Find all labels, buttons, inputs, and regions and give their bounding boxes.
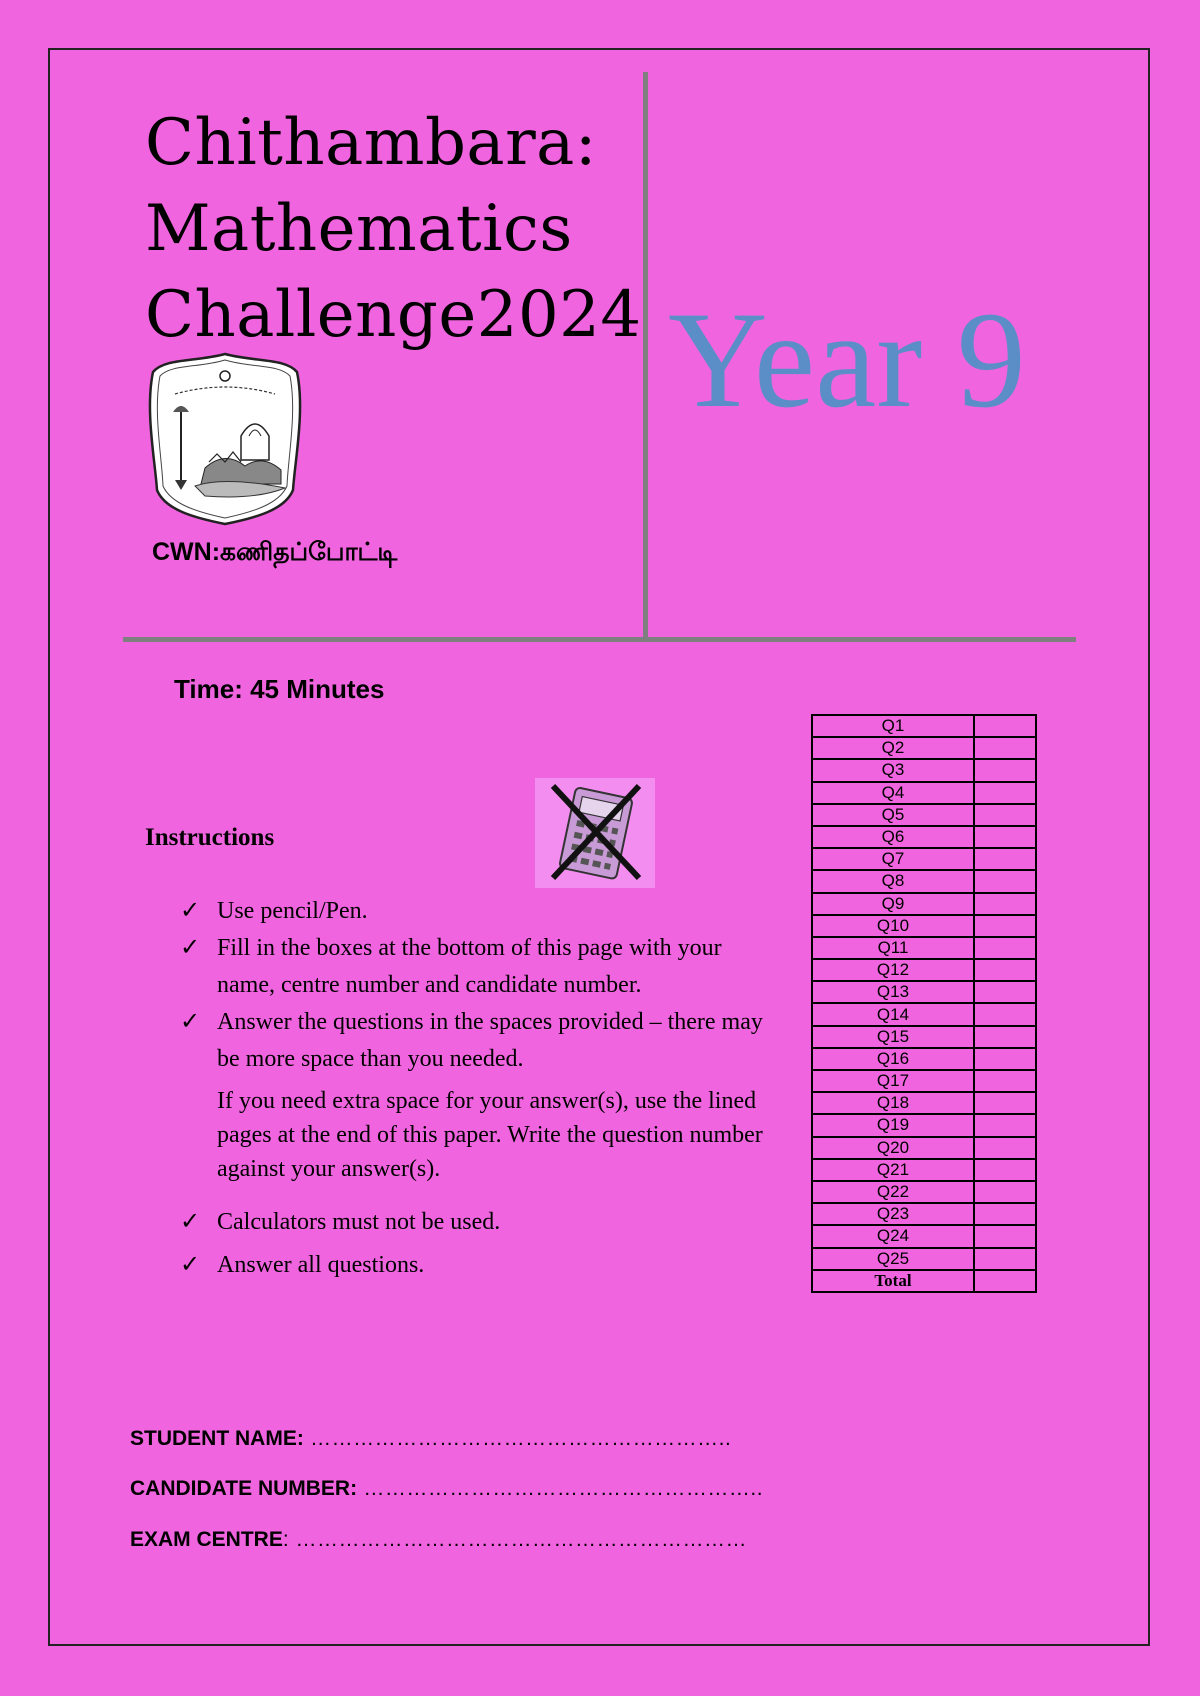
no-calculator-icon bbox=[535, 778, 655, 888]
total-mark-box[interactable] bbox=[974, 1270, 1036, 1292]
marks-row bbox=[812, 893, 1036, 915]
exam-centre-field[interactable] bbox=[130, 1528, 747, 1552]
year-level-label: Year 9 bbox=[668, 283, 1026, 436]
marks-row bbox=[812, 1070, 1036, 1092]
check-icon: ✓ bbox=[180, 898, 201, 924]
marks-table-body bbox=[812, 715, 1036, 1292]
marks-total-row bbox=[812, 1270, 1036, 1292]
instruction-item bbox=[180, 1004, 780, 1078]
exam-title-line-2: Mathematics bbox=[145, 192, 573, 266]
instruction-item bbox=[180, 1247, 780, 1284]
question-number-cell: Q21 bbox=[812, 1159, 974, 1181]
mark-box[interactable] bbox=[974, 1092, 1036, 1114]
marks-row bbox=[812, 826, 1036, 848]
marks-row bbox=[812, 1248, 1036, 1270]
marks-row bbox=[812, 1137, 1036, 1159]
marks-row bbox=[812, 737, 1036, 759]
marks-row bbox=[812, 1225, 1036, 1247]
mark-box[interactable] bbox=[974, 1137, 1036, 1159]
marks-row bbox=[812, 1181, 1036, 1203]
mark-box[interactable] bbox=[974, 1181, 1036, 1203]
marks-row bbox=[812, 1026, 1036, 1048]
instruction-text: Use pencil/Pen. bbox=[217, 898, 368, 924]
cwn-label: CWN:கணிதப்போட்டி bbox=[152, 538, 398, 566]
instructions-list bbox=[180, 893, 780, 1284]
mark-box[interactable] bbox=[974, 1159, 1036, 1181]
question-number-cell: Q7 bbox=[812, 848, 974, 870]
mark-box[interactable] bbox=[974, 959, 1036, 981]
mark-box[interactable] bbox=[974, 937, 1036, 959]
time-allowed: Time: 45 Minutes bbox=[174, 674, 385, 704]
question-number-cell: Q12 bbox=[812, 959, 974, 981]
check-icon: ✓ bbox=[180, 935, 201, 961]
marks-row bbox=[812, 1003, 1036, 1025]
mark-box[interactable] bbox=[974, 804, 1036, 826]
marks-row bbox=[812, 870, 1036, 892]
question-number-cell: Q11 bbox=[812, 937, 974, 959]
question-number-cell: Q1 bbox=[812, 715, 974, 737]
mark-box[interactable] bbox=[974, 870, 1036, 892]
mark-box[interactable] bbox=[974, 1070, 1036, 1092]
question-number-cell: Q15 bbox=[812, 1026, 974, 1048]
marks-row bbox=[812, 1092, 1036, 1114]
mark-box[interactable] bbox=[974, 1114, 1036, 1136]
question-number-cell: Q8 bbox=[812, 870, 974, 892]
instruction-item bbox=[180, 930, 780, 1004]
instruction-text: Answer all questions. bbox=[217, 1252, 425, 1278]
mark-box[interactable] bbox=[974, 1203, 1036, 1225]
marks-row bbox=[812, 959, 1036, 981]
school-crest-icon bbox=[145, 350, 305, 526]
instructions-heading: Instructions bbox=[145, 824, 275, 851]
mark-box[interactable] bbox=[974, 848, 1036, 870]
mark-box[interactable] bbox=[974, 782, 1036, 804]
marks-table bbox=[811, 714, 1037, 1293]
mark-box[interactable] bbox=[974, 826, 1036, 848]
exam-title bbox=[145, 100, 642, 358]
instruction-item bbox=[180, 893, 780, 930]
marks-row bbox=[812, 1048, 1036, 1070]
header-vertical-divider bbox=[643, 72, 648, 640]
marks-row bbox=[812, 1159, 1036, 1181]
marks-row bbox=[812, 848, 1036, 870]
question-number-cell: Q18 bbox=[812, 1092, 974, 1114]
question-number-cell: Q5 bbox=[812, 804, 974, 826]
exam-title-line-3: Challenge2024 bbox=[145, 278, 642, 352]
question-number-cell: Q25 bbox=[812, 1248, 974, 1270]
mark-box[interactable] bbox=[974, 1048, 1036, 1070]
header-horizontal-divider bbox=[123, 637, 1076, 642]
marks-row bbox=[812, 981, 1036, 1003]
candidate-number-field[interactable] bbox=[130, 1477, 763, 1501]
instruction-text: Fill in the boxes at the bottom of this page with your name, centre number and candidate number. bbox=[217, 935, 722, 998]
mark-box[interactable] bbox=[974, 915, 1036, 937]
question-number-cell: Q2 bbox=[812, 737, 974, 759]
candidate-number-label: CANDIDATE NUMBER: bbox=[130, 1477, 358, 1500]
question-number-cell: Q17 bbox=[812, 1070, 974, 1092]
marks-row bbox=[812, 937, 1036, 959]
instruction-text: Answer the questions in the spaces provided – there may be more space than you needed. bbox=[217, 1009, 763, 1072]
check-icon: ✓ bbox=[180, 1209, 201, 1235]
question-number-cell: Q23 bbox=[812, 1203, 974, 1225]
mark-box[interactable] bbox=[974, 981, 1036, 1003]
student-name-label: STUDENT NAME: bbox=[130, 1427, 304, 1450]
check-icon: ✓ bbox=[180, 1252, 201, 1278]
marks-row bbox=[812, 715, 1036, 737]
question-number-cell: Q9 bbox=[812, 893, 974, 915]
question-number-cell: Q24 bbox=[812, 1225, 974, 1247]
question-number-cell: Q3 bbox=[812, 759, 974, 781]
exam-centre-dots[interactable]: : ……………………………………………………… bbox=[282, 1528, 748, 1551]
question-number-cell: Q10 bbox=[812, 915, 974, 937]
marks-row bbox=[812, 1114, 1036, 1136]
question-number-cell: Q22 bbox=[812, 1181, 974, 1203]
question-number-cell: Q20 bbox=[812, 1137, 974, 1159]
mark-box[interactable] bbox=[974, 1003, 1036, 1025]
exam-title-line-1: Chithambara: bbox=[145, 106, 597, 180]
question-number-cell: Q14 bbox=[812, 1003, 974, 1025]
marks-row bbox=[812, 804, 1036, 826]
question-number-cell: Q6 bbox=[812, 826, 974, 848]
marks-row bbox=[812, 782, 1036, 804]
mark-box[interactable] bbox=[974, 737, 1036, 759]
mark-box[interactable] bbox=[974, 715, 1036, 737]
marks-row bbox=[812, 759, 1036, 781]
mark-box[interactable] bbox=[974, 1026, 1036, 1048]
mark-box[interactable] bbox=[974, 893, 1036, 915]
exam-centre-label: EXAM CENTRE bbox=[130, 1528, 283, 1551]
student-name-field[interactable] bbox=[130, 1427, 731, 1451]
instruction-text: Calculators must not be used. bbox=[217, 1209, 501, 1235]
question-number-cell: Q19 bbox=[812, 1114, 974, 1136]
question-number-cell: Q4 bbox=[812, 782, 974, 804]
extra-space-note: If you need extra space for your answer(s), use the lined pages at the end of this paper. Write the question number against your answer(s). bbox=[217, 1088, 763, 1182]
marks-row bbox=[812, 915, 1036, 937]
mark-box[interactable] bbox=[974, 1248, 1036, 1270]
student-name-dots[interactable]: ………………………………………………….. bbox=[303, 1427, 732, 1450]
instruction-item bbox=[180, 1204, 780, 1241]
total-label-cell: Total bbox=[812, 1270, 974, 1292]
mark-box[interactable] bbox=[974, 1225, 1036, 1247]
question-number-cell: Q16 bbox=[812, 1048, 974, 1070]
check-icon: ✓ bbox=[180, 1009, 201, 1035]
mark-box[interactable] bbox=[974, 759, 1036, 781]
candidate-number-dots[interactable]: ……………………………………………….. bbox=[357, 1477, 764, 1500]
marks-row bbox=[812, 1203, 1036, 1225]
question-number-cell: Q13 bbox=[812, 981, 974, 1003]
